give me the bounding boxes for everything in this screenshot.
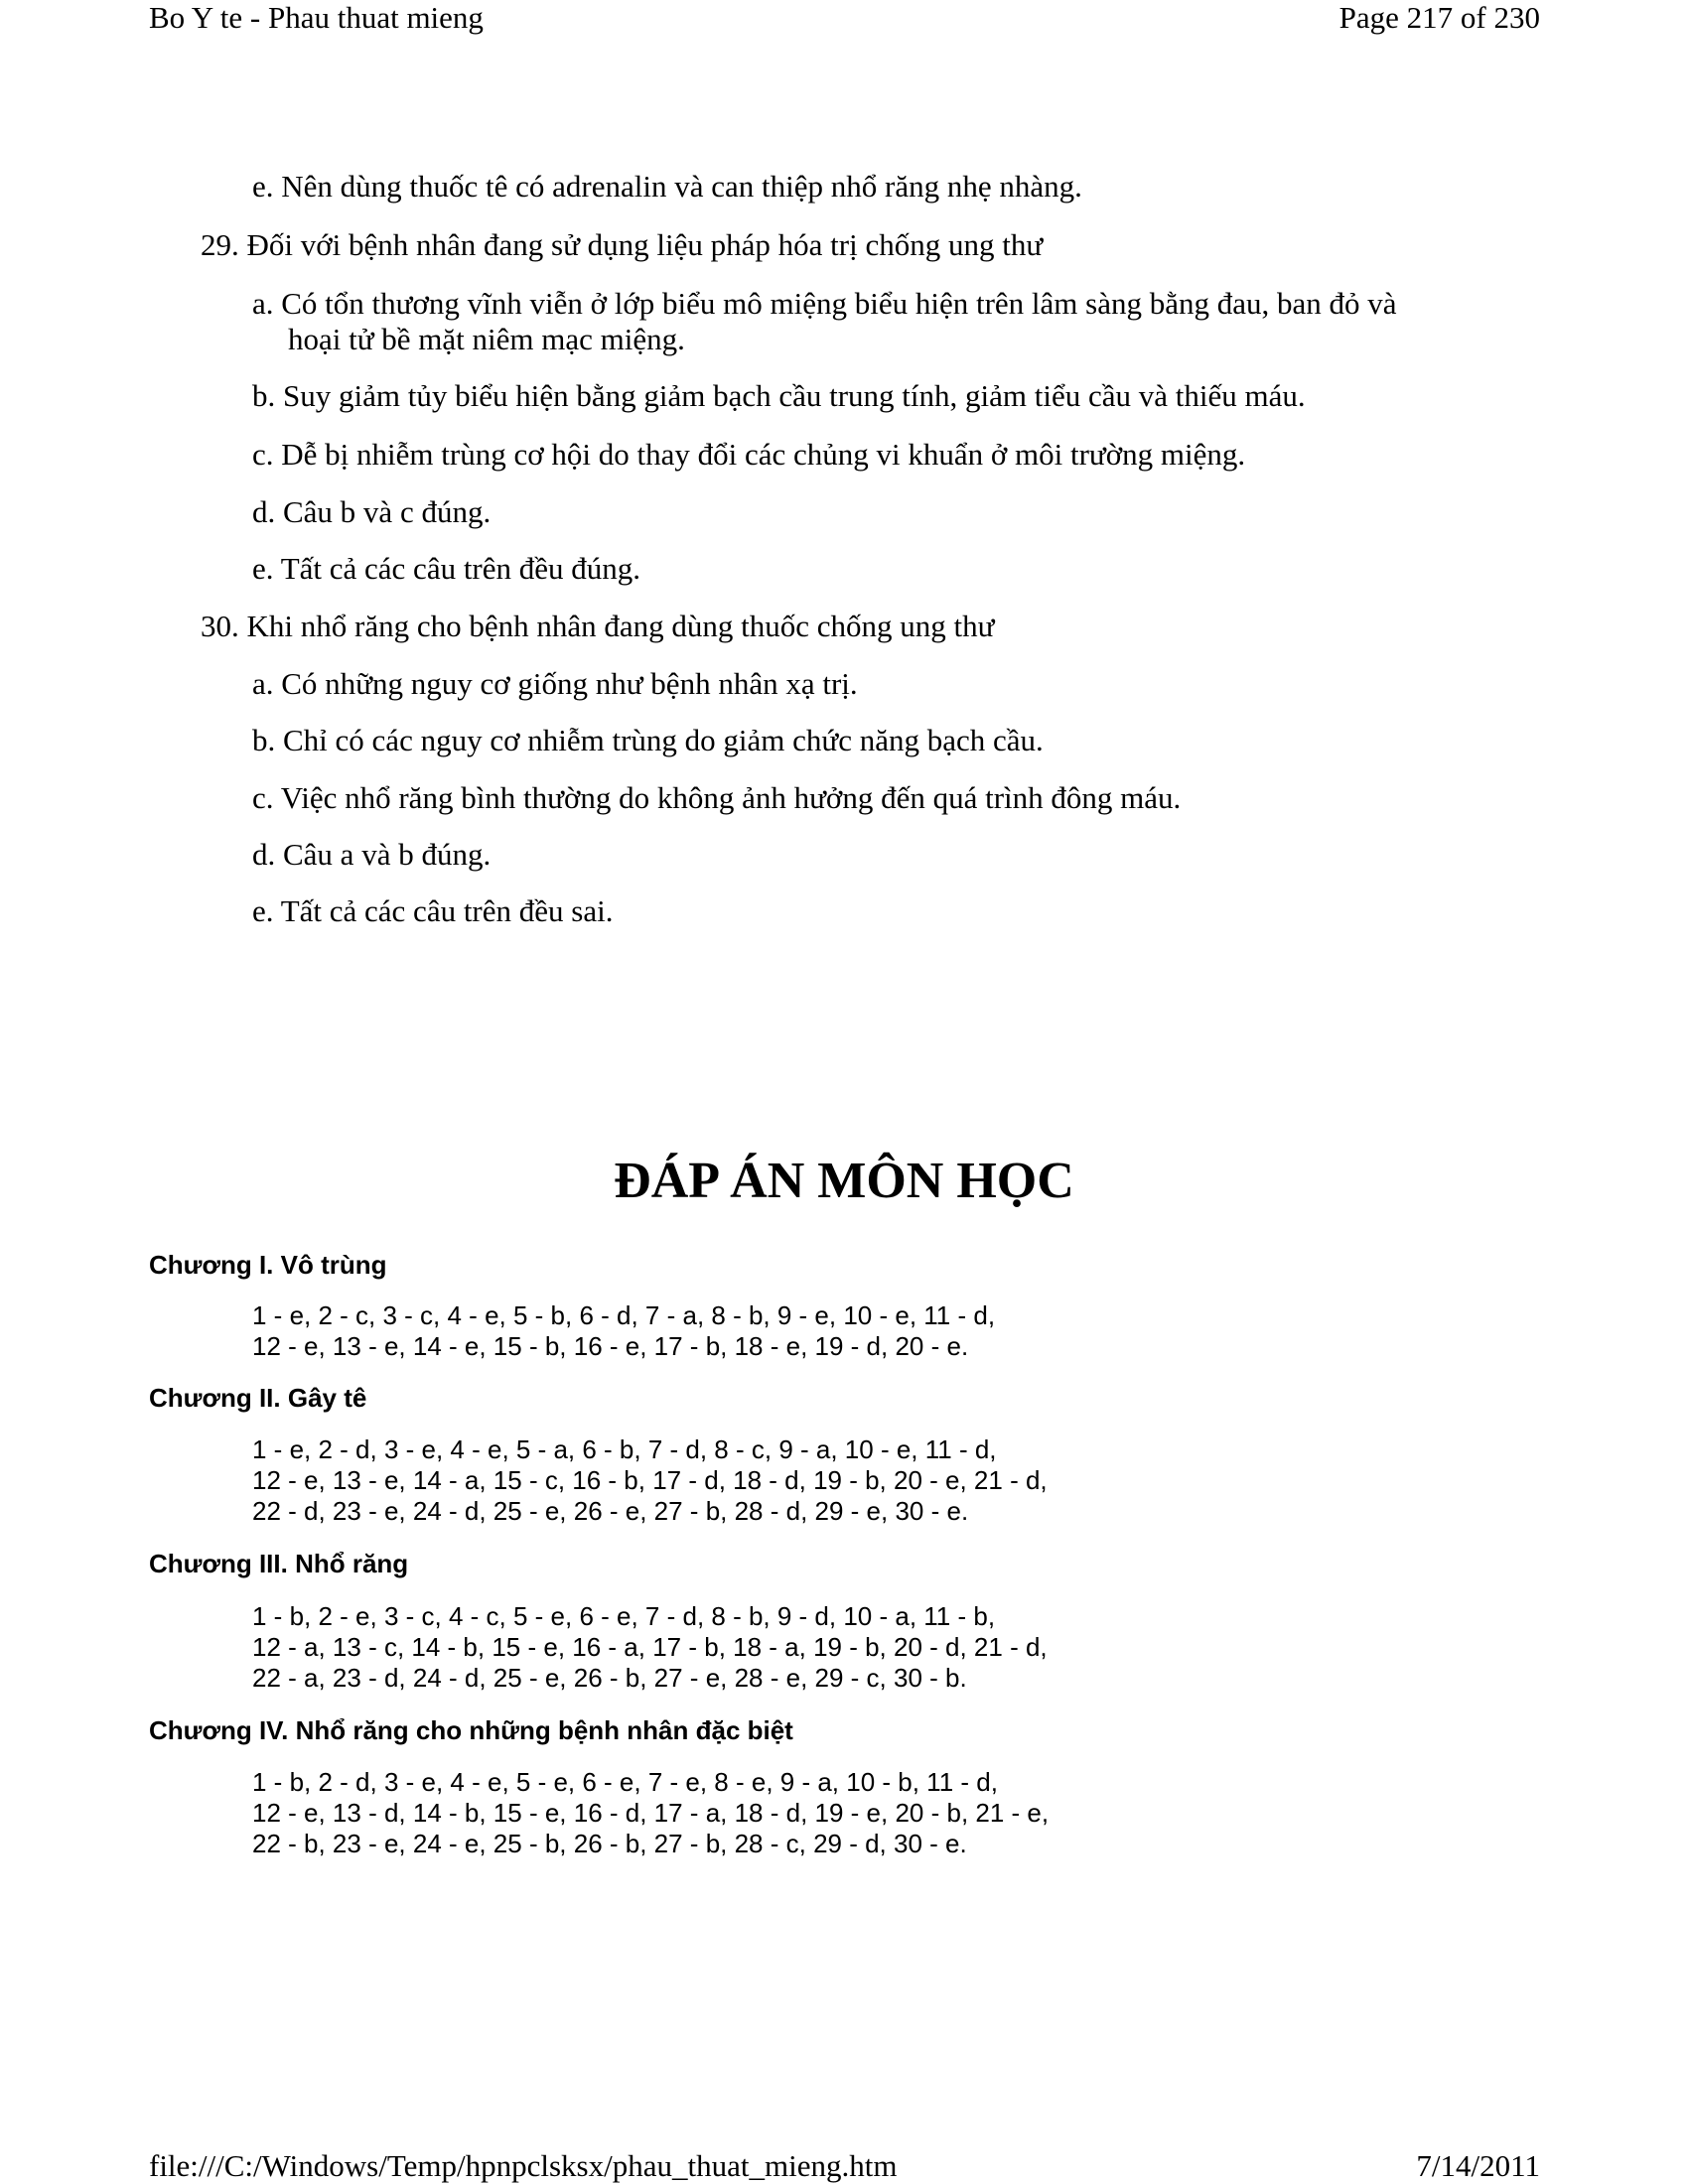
question-29-option-c: c. Dễ bị nhiễm trùng cơ hội do thay đổi các chủng vi khuẩn ở môi trường miệng. xyxy=(252,437,1246,472)
chapter-3-answers-line: 22 - a, 23 - d, 24 - d, 25 - e, 26 - b, 27 - e, 28 - e, 29 - c, 30 - b. xyxy=(252,1663,967,1693)
question-29-option-b: b. Suy giảm tủy biểu hiện bằng giảm bạch cầu trung tính, giảm tiểu cầu và thiếu máu. xyxy=(252,378,1306,413)
footer-date: 7/14/2011 xyxy=(1416,2148,1540,2183)
chapter-1-title: Chương I. Vô trùng xyxy=(149,1250,387,1280)
chapter-4-title: Chương IV. Nhổ răng cho những bệnh nhân đặc biệt xyxy=(149,1715,793,1745)
chapter-4-answers-line: 22 - b, 23 - e, 24 - e, 25 - b, 26 - b, 27 - b, 28 - c, 29 - d, 30 - e. xyxy=(252,1829,967,1858)
prev-question-option-e: e. Nên dùng thuốc tê có adrenalin và can thiệp nhổ răng nhẹ nhàng. xyxy=(252,169,1082,204)
chapter-1-answers-line: 12 - e, 13 - e, 14 - e, 15 - b, 16 - e, 17 - b, 18 - e, 19 - d, 20 - e. xyxy=(252,1331,969,1361)
chapter-4-answers-line: 12 - e, 13 - d, 14 - b, 15 - e, 16 - d, 17 - a, 18 - d, 19 - e, 20 - b, 21 - e, xyxy=(252,1798,1050,1828)
chapter-2-answers-line: 1 - e, 2 - d, 3 - e, 4 - e, 5 - a, 6 - b, 7 - d, 8 - c, 9 - a, 10 - e, 11 - d, xyxy=(252,1434,997,1464)
question-29-option-a-line2: hoại tử bề mặt niêm mạc miệng. xyxy=(288,322,685,356)
question-29-option-a xyxy=(252,286,1541,357)
question-30-option-b: b. Chỉ có các nguy cơ nhiễm trùng do giảm chức năng bạch cầu. xyxy=(252,723,1044,757)
chapter-2-answers-line: 12 - e, 13 - e, 14 - a, 15 - c, 16 - b, 17 - d, 18 - d, 19 - b, 20 - e, 21 - d, xyxy=(252,1465,1048,1495)
chapter-3-title: Chương III. Nhổ răng xyxy=(149,1549,409,1578)
header-title: Bo Y te - Phau thuat mieng xyxy=(149,0,484,35)
question-29-option-a-line1: a. Có tổn thương vĩnh viễn ở lớp biểu mô miệng biểu hiện trên lâm sàng bằng đau, ban đỏ và xyxy=(252,286,1397,321)
chapter-1-answers-line: 1 - e, 2 - c, 3 - c, 4 - e, 5 - b, 6 - d, 7 - a, 8 - b, 9 - e, 10 - e, 11 - d, xyxy=(252,1300,996,1330)
chapter-3-answers-line: 12 - a, 13 - c, 14 - b, 15 - e, 16 - a, 17 - b, 18 - a, 19 - b, 20 - d, 21 - d, xyxy=(252,1632,1048,1662)
question-30-stem: 30. Khi nhổ răng cho bệnh nhân đang dùng thuốc chống ung thư xyxy=(201,609,995,643)
question-29-option-d: d. Câu b và c đúng. xyxy=(252,494,492,529)
question-30-option-e: e. Tất cả các câu trên đều sai. xyxy=(252,893,614,928)
chapter-2-title: Chương II. Gây tê xyxy=(149,1383,367,1413)
chapter-3-answers-line: 1 - b, 2 - e, 3 - c, 4 - c, 5 - e, 6 - e, 7 - d, 8 - b, 9 - d, 10 - a, 11 - b, xyxy=(252,1601,996,1631)
footer-file-path: file:///C:/Windows/Temp/hpnpclsksx/phau_thuat_mieng.htm xyxy=(149,2148,898,2183)
question-29-option-e: e. Tất cả các câu trên đều đúng. xyxy=(252,551,641,586)
answers-title: ĐÁP ÁN MÔN HỌC xyxy=(614,1153,1074,1209)
question-30-option-d: d. Câu a và b đúng. xyxy=(252,837,492,872)
question-30-option-a: a. Có những nguy cơ giống như bệnh nhân xạ trị. xyxy=(252,666,858,701)
question-30-option-c: c. Việc nhổ răng bình thường do không ảnh hưởng đến quá trình đông máu. xyxy=(252,780,1182,815)
chapter-4-answers-line: 1 - b, 2 - d, 3 - e, 4 - e, 5 - e, 6 - e, 7 - e, 8 - e, 9 - a, 10 - b, 11 - d, xyxy=(252,1767,998,1797)
header-page-number: Page 217 of 230 xyxy=(1338,0,1540,35)
chapter-2-answers-line: 22 - d, 23 - e, 24 - d, 25 - e, 26 - e, 27 - b, 28 - d, 29 - e, 30 - e. xyxy=(252,1496,969,1526)
question-29-stem: 29. Đối với bệnh nhân đang sử dụng liệu pháp hóa trị chống ung thư xyxy=(201,227,1044,262)
